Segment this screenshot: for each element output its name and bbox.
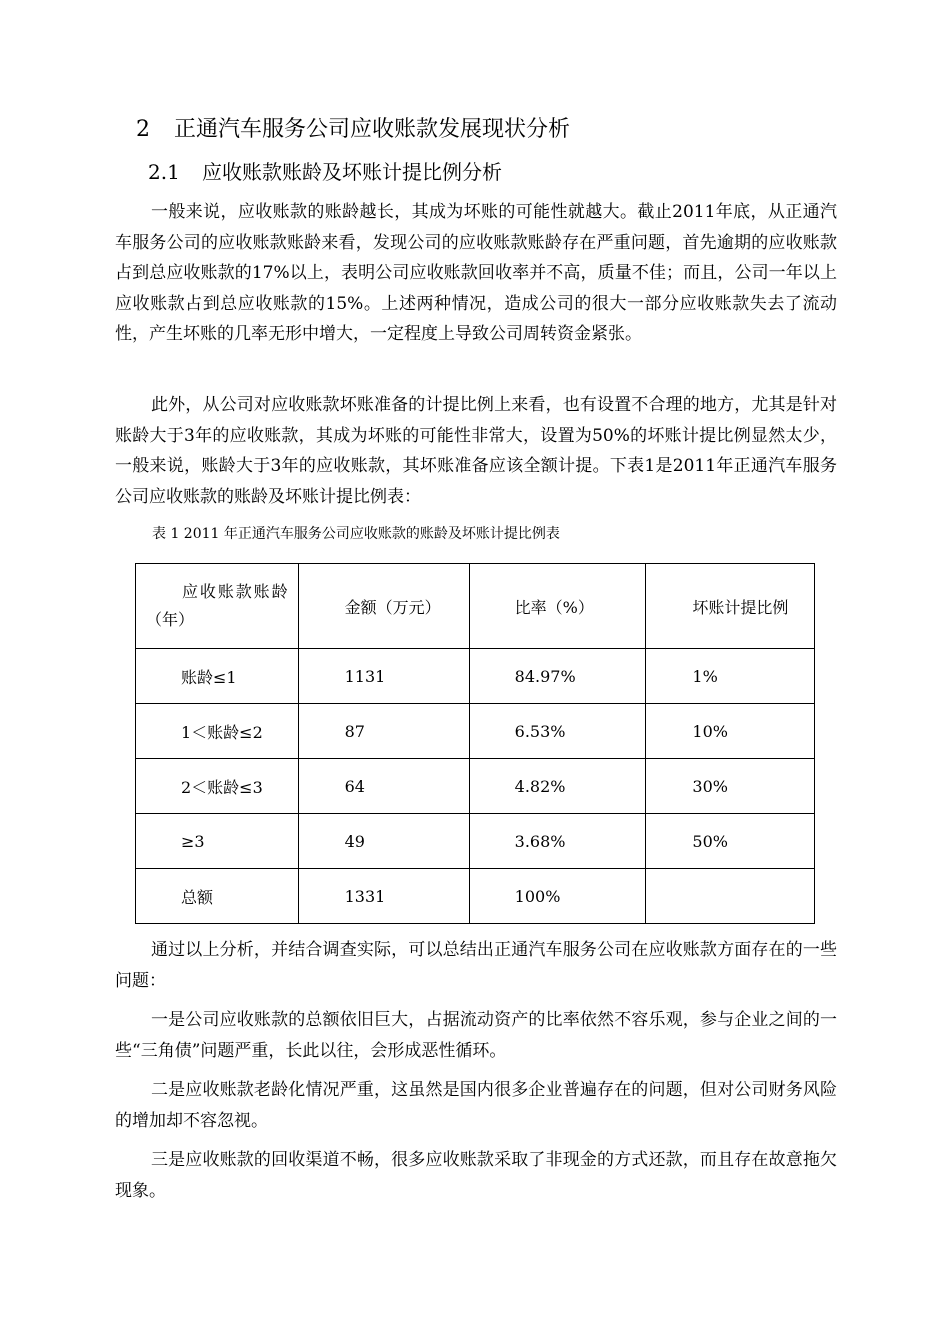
table-row	[136, 759, 815, 814]
table-row	[136, 814, 815, 869]
cell-provision: 10%	[646, 704, 815, 759]
paragraph-provision-ratio: 此外，从公司对应收账款坏账准备的计提比例上来看，也有设置不合理的地方，尤其是针对账龄大于3年的应收账款，其成为坏账的可能性非常大，设置为50%的坏账计提比例显然太少，一般来说，账龄大于3年的应收账款，其坏账准备应该全额计提。下表1是2011年正通汽车服务公司应收账款的账龄及坏账计提比例表：	[115, 395, 837, 507]
cell-aging: 总额	[136, 869, 299, 924]
cell-ratio: 6.53%	[469, 704, 646, 759]
table-row	[136, 649, 815, 704]
table-caption: 表 1 2011 年正通汽车服务公司应收账款的账龄及坏账计提比例表	[152, 526, 560, 542]
paragraph-issue-2: 二是应收账款老龄化情况严重，这虽然是国内很多企业普遍存在的问题，但对公司财务风险的增加却不容忽视。	[115, 1080, 837, 1131]
paragraph-issue-3: 三是应收账款的回收渠道不畅，很多应收账款采取了非现金的方式还款，而且存在故意拖欠现象。	[115, 1150, 837, 1201]
cell-amount: 1331	[298, 869, 469, 924]
cell-provision: 50%	[646, 814, 815, 869]
cell-amount: 87	[298, 704, 469, 759]
cell-provision: 30%	[646, 759, 815, 814]
cell-ratio: 100%	[469, 869, 646, 924]
paragraph-summary: 通过以上分析，并结合调查实际，可以总结出正通汽车服务公司在应收账款方面存在的一些问题：	[115, 940, 837, 991]
cell-ratio: 4.82%	[469, 759, 646, 814]
section-title: 正通汽车服务公司应收账款发展现状分析	[174, 117, 571, 142]
paragraph-aging-analysis: 一般来说，应收账款的账龄越长，其成为坏账的可能性就越大。截止2011年底，从正通汽车服务公司的应收账款账龄来看，发现公司的应收账款账龄存在严重问题，首先逾期的应收账款占到总应收账款的17%以上，表明公司应收账款回收率并不高，质量不佳；而且，公司一年以上应收账款占到总应收账款的15%。上述两种情况，造成公司的很大一部分应收账款失去了流动性，产生坏账的几率无形中增大，一定程度上导致公司周转资金紧张。	[115, 202, 837, 344]
header-cell-ratio: 比率（%）	[469, 564, 646, 649]
cell-provision: 1%	[646, 649, 815, 704]
cell-amount: 64	[298, 759, 469, 814]
cell-amount: 1131	[298, 649, 469, 704]
paragraph-issue-1: 一是公司应收账款的总额依旧巨大，占据流动资产的比率依然不容乐观，参与企业之间的一些“三角债”问题严重，长此以往，会形成恶性循环。	[115, 1010, 837, 1061]
cell-provision	[646, 869, 815, 924]
section-heading	[136, 114, 570, 146]
subsection-title: 应收账款账龄及坏账计提比例分析	[202, 160, 502, 184]
header-cell-amount: 金额（万元）	[298, 564, 469, 649]
header-cell-aging: 应收账款账龄（年）	[136, 564, 299, 649]
subsection-heading	[148, 156, 502, 188]
cell-aging: ≥3	[136, 814, 299, 869]
cell-amount: 49	[298, 814, 469, 869]
cell-aging: 1＜账龄≤2	[136, 704, 299, 759]
section-number: 2	[136, 117, 150, 142]
cell-aging: 2＜账龄≤3	[136, 759, 299, 814]
subsection-number: 2.1	[148, 160, 180, 184]
cell-aging: 账龄≤1	[136, 649, 299, 704]
cell-ratio: 3.68%	[469, 814, 646, 869]
aging-table	[135, 563, 815, 924]
table-row	[136, 704, 815, 759]
table-row-total	[136, 869, 815, 924]
header-cell-provision: 坏账计提比例	[646, 564, 815, 649]
table-header-row	[136, 564, 815, 649]
cell-ratio: 84.97%	[469, 649, 646, 704]
